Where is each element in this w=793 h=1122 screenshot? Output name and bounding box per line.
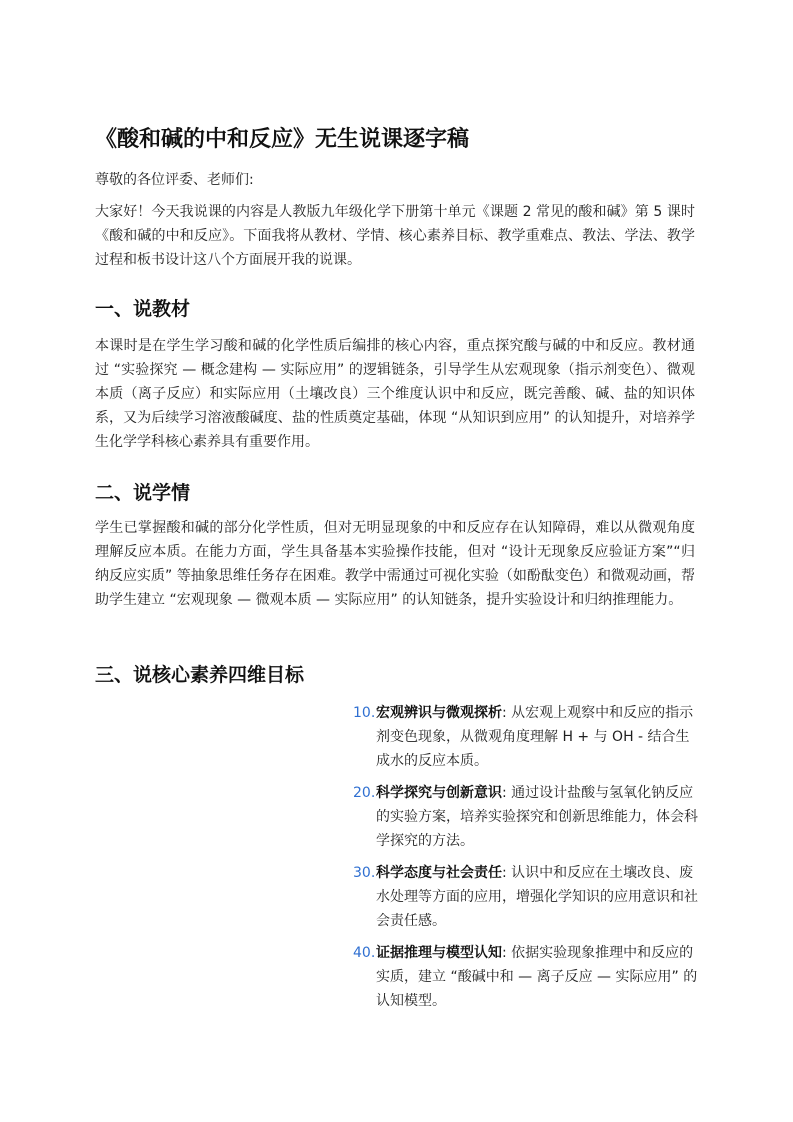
goal-text: 通过设计盐酸与氢氧化钠反应的实验方案，培养实验探究和创新思维能力，体会科学探究的方法。 [376,785,698,849]
document-title: 《酸和碱的中和反应》无生说课逐字稿 [95,127,470,152]
goal-separator: : [502,785,507,801]
section-heading-goals: 三、说核心素养四维目标 [95,664,305,686]
list-item-number: 40. [353,945,376,961]
goal-term: 科学态度与社会责任 [376,865,502,881]
section-body-students: 学生已掌握酸和碱的部分化学性质，但对无明显现象的中和反应存在认知障碍，难以从微观角度理解反应本质。在能力方面，学生具备基本实验操作技能，但对 “设计无现象反应验证方案”“归纳反应实质” 等抽象思维任务存在困难。教学中需通过可视化实验（如酚酞变色）和微观动画，帮助学生建立 “宏观现象 — 微观本质 — 实际应用” 的认知链条，提升实验设计和归纳推理能力。 [95,520,695,608]
goal-term: 证据推理与模型认知 [376,945,502,961]
goal-text: 依据实验现象推理中和反应的实质，建立 “酸碱中和 — 离子反应 — 实际应用” 的认知模型。 [376,945,698,1009]
goals-list [354,701,699,1021]
greeting-paragraph: 尊敬的各位评委、老师们: [95,172,254,188]
list-item-number: 20. [353,785,376,801]
section-heading-students: 二、说学情 [95,482,191,504]
goal-separator: : [502,705,507,721]
goal-term: 宏观辨识与微观探析 [376,705,502,721]
list-item [354,701,699,773]
list-item-number: 10. [353,705,376,721]
goal-text: 从宏观上观察中和反应的指示剂变色现象，从微观角度理解 H + 与 OH - 结合生成水的反应本质。 [376,705,694,769]
list-item [354,861,699,933]
section-heading-textbook: 一、说教材 [95,298,191,320]
goal-separator: : [502,945,507,961]
list-item [354,781,699,853]
intro-paragraph: 大家好！今天我说课的内容是人教版九年级化学下册第十单元《课题 2 常见的酸和碱》第 5 课时《酸和碱的中和反应》。下面我将从教材、学情、核心素养目标、教学重难点、教法、学法、教学过程和板书设计这八个方面展开我的说课。 [95,204,695,268]
goal-separator: : [502,865,507,881]
goal-text: 认识中和反应在土壤改良、废水处理等方面的应用，增强化学知识的应用意识和社会责任感。 [376,865,698,929]
section-body-textbook: 本课时是在学生学习酸和碱的化学性质后编排的核心内容，重点探究酸与碱的中和反应。教材通过 “实验探究 — 概念建构 — 实际应用” 的逻辑链条，引导学生从宏观现象（指示剂变色）、微观本质（离子反应）和实际应用（土壤改良）三个维度认识中和反应，既完善酸、碱、盐的知识体系，又为后续学习溶液酸碱度、盐的性质奠定基础，体现 “从知识到应用” 的认知提升，对培养学生化学学科核心素养具有重要作用。 [95,338,695,450]
list-item [354,941,699,1013]
goal-term: 科学探究与创新意识 [376,785,502,801]
list-item-number: 30. [353,865,376,881]
